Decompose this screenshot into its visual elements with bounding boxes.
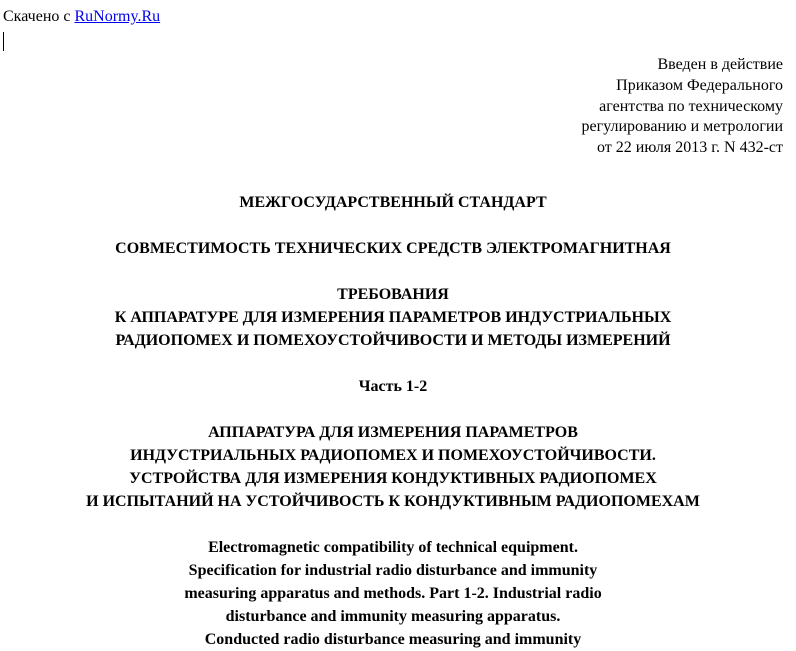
english-line: Electromagnetic compatibility of technical equipment. <box>208 539 578 556</box>
standard-part <box>0 375 786 398</box>
requirements-line: ТРЕБОВАНИЯ <box>337 286 449 303</box>
enactment-block <box>582 55 783 159</box>
standard-title <box>0 237 786 260</box>
subtitle-line: АППАРАТУРА ДЛЯ ИЗМЕРЕНИЯ ПАРАМЕТРОВ <box>208 424 578 441</box>
source-prefix: Скачено с <box>3 8 71 25</box>
subtitle-line: И ИСПЫТАНИЙ НА УСТОЙЧИВОСТЬ К КОНДУКТИВНЫМ РАДИОПОМЕХАМ <box>86 493 700 510</box>
english-title <box>0 536 786 651</box>
requirements-line: РАДИОПОМЕХ И ПОМЕХОУСТОЙЧИВОСТИ И МЕТОДЫ ИЗМЕРЕНИЙ <box>115 332 671 349</box>
standard-title-text: СОВМЕСТИМОСТЬ ТЕХНИЧЕСКИХ СРЕДСТВ ЭЛЕКТРОМАГНИТНАЯ <box>115 240 671 257</box>
requirements-line: К АППАРАТУРЕ ДЛЯ ИЗМЕРЕНИЯ ПАРАМЕТРОВ ИНДУСТРИАЛЬНЫХ <box>114 309 672 326</box>
english-line: Conducted radio disturbance measuring and immunity <box>204 631 582 648</box>
standard-subtitle <box>0 421 786 513</box>
subtitle-line: УСТРОЙСТВА ДЛЯ ИЗМЕРЕНИЯ КОНДУКТИВНЫХ РАДИОПОМЕХ <box>129 470 657 487</box>
part-text: Часть 1-2 <box>358 378 428 395</box>
source-line <box>3 8 160 26</box>
enactment-line: Приказом Федерального <box>616 76 783 94</box>
enactment-line: агентства по техническому <box>599 97 783 115</box>
source-link[interactable]: RuNormy.Ru <box>74 8 161 25</box>
standard-requirements <box>0 283 786 352</box>
english-line: disturbance and immunity measuring apparatus. <box>225 608 561 625</box>
standard-type <box>0 191 786 214</box>
enactment-line: регулированию и метрологии <box>581 118 783 136</box>
enactment-line: от 22 июля 2013 г. N 432-ст <box>597 139 783 157</box>
english-line: measuring apparatus and methods. Part 1-2. Industrial radio <box>184 585 602 602</box>
text-cursor <box>3 32 4 51</box>
english-line: Specification for industrial radio disturbance and immunity <box>188 562 598 579</box>
standard-type-text: МЕЖГОСУДАРСТВЕННЫЙ СТАНДАРТ <box>239 194 547 211</box>
enactment-line: Введен в действие <box>657 56 783 73</box>
subtitle-line: ИНДУСТРИАЛЬНЫХ РАДИОПОМЕХ И ПОМЕХОУСТОЙЧИВОСТИ. <box>130 447 656 464</box>
